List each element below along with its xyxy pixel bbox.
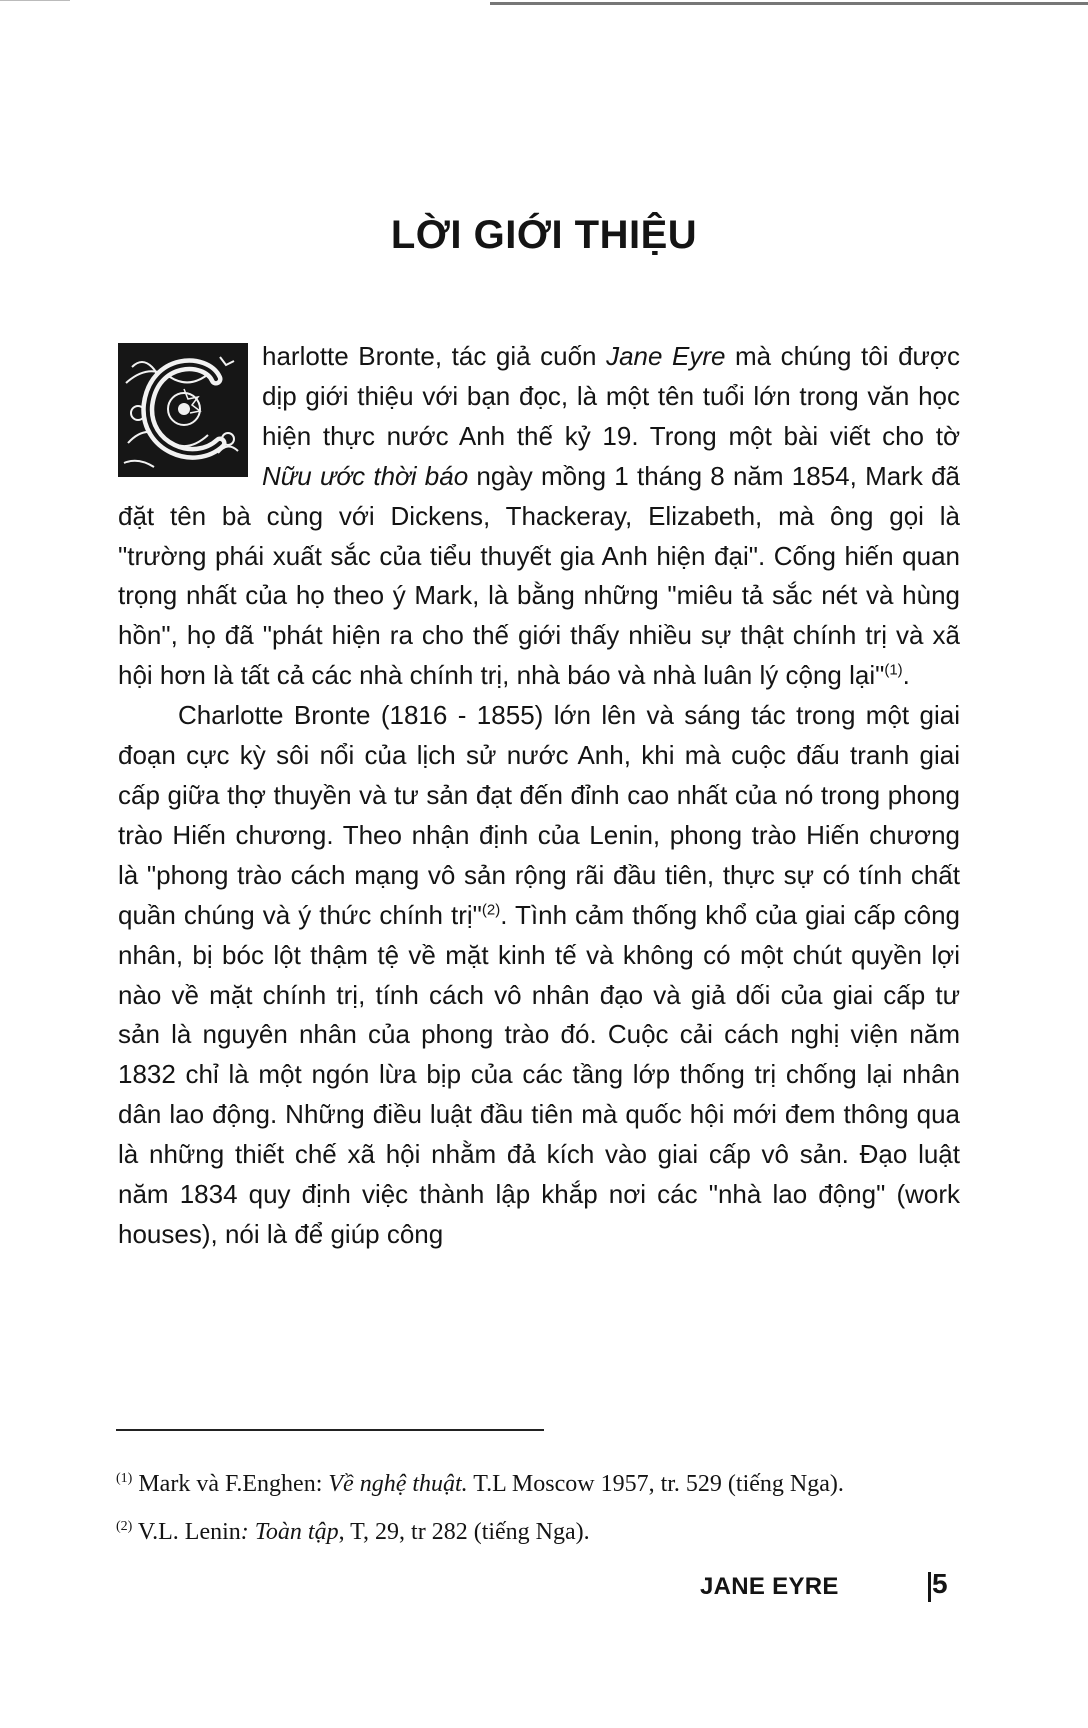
- footnotes: [116, 1460, 976, 1556]
- top-edge-rule-left: [0, 0, 70, 1]
- body-text: [118, 337, 960, 1255]
- footnote-separator: [116, 1429, 544, 1431]
- paragraph-2: [118, 696, 960, 1255]
- paragraph-1-text-c: mà chúng tôi được dịp giới thiệu với bạn đọc, là một tên tuổi lớn trong văn học hiện thực nước Anh thế kỷ 19. Trong một bài viết cho tờ: [262, 341, 960, 451]
- footnote-1: [116, 1460, 976, 1508]
- footnote-2: [116, 1508, 976, 1556]
- page-number-divider: [928, 1572, 931, 1602]
- ornamental-drop-cap-icon: [118, 343, 248, 477]
- footnote-2-text-a: V.L. Lenin: [132, 1519, 241, 1545]
- paragraph-2-text-b: . Tình cảm thống khổ của giai cấp công nhân, bị bóc lột thậm tệ về mặt kinh tế và không có một chút quyền lợi nào về mặt chính trị, tính cách vô nhân đạo và giả dối của giai cấp tư sản là nguyên nhân của phong trào đó. Cuộc cải cách nghị viện năm 1832 chỉ là một ngón lừa bịp của các tầng lớp thống trị chống lại nhân dân lao động. Những điều luật đầu tiên mà quốc hội mới đem thông qua là những thiết chế xã hội nhằm đả kích vào giai cấp vô sản. Đạo luật năm 1834 quy định việc thành lập khắp nơi các "nhà lao động" (work houses), nói là để giúp công: [118, 899, 960, 1249]
- footnote-1-text-a: Mark và F.Enghen:: [132, 1471, 329, 1497]
- footnote-1-italic: Về nghệ thuật.: [328, 1471, 468, 1497]
- newspaper-title-italic: Nữu ước thời báo: [262, 460, 469, 491]
- footnote-ref-1: (1): [884, 661, 903, 679]
- paragraph-1-end: .: [902, 660, 910, 691]
- page-number: 5: [932, 1568, 948, 1599]
- paragraph-1-text-a: harlotte Bronte, tác giả cuốn: [262, 341, 607, 371]
- paragraph-2-text-a: Charlotte Bronte (1816 - 1855) lớn lên và sáng tác trong một giai đoạn cực kỳ sôi nổi của lịch sử nước Anh, khi mà cuộc đấu tranh giai cấp giữa thợ thuyền và tư sản đạt đến đỉnh cao nhất của nó trong phong trào Hiến chương. Theo nhận định của Lenin, phong trào Hiến chương là "phong trào cách mạng vô sản rộng rãi đầu tiên, thực sự có tính chất quần chúng và ý thức chính trị": [118, 700, 960, 930]
- running-footer-title: JANE EYRE: [700, 1573, 839, 1600]
- footnote-2-italic: : Toàn tập: [240, 1519, 339, 1545]
- chapter-title: LỜI GIỚI THIỆU: [390, 212, 698, 257]
- top-edge-rule-right: [490, 2, 1088, 5]
- paragraph-1: [118, 337, 960, 696]
- footnote-1-marker: (1): [116, 1471, 133, 1486]
- book-title-italic: Jane Eyre: [606, 341, 726, 371]
- paragraph-1-text-e: ngày mồng 1 tháng 8 năm 1854, Mark đã đặt tên bà cùng với Dickens, Thackeray, Elizabeth, mà ông gọi là "trường phái xuất sắc của tiểu thuyết gia Anh hiện đại". Cống hiến quan trọng nhất của họ theo ý Mark, là bằng những "miêu tả sắc nét và hùng hồn", họ đã "phát hiện ra cho thế giới thấy nhiều sự thật chính trị và xã hội hơn là tất cả các nhà chính trị, nhà báo và nhà luân lý cộng lại": [118, 460, 960, 691]
- footnote-2-marker: (2): [116, 1519, 133, 1534]
- footnote-ref-2: (2): [481, 901, 501, 919]
- footnote-1-text-b: T.L Moscow 1957, tr. 529 (tiếng Nga).: [467, 1471, 844, 1497]
- footnote-2-text-b: , T, 29, tr 282 (tiếng Nga).: [338, 1519, 590, 1545]
